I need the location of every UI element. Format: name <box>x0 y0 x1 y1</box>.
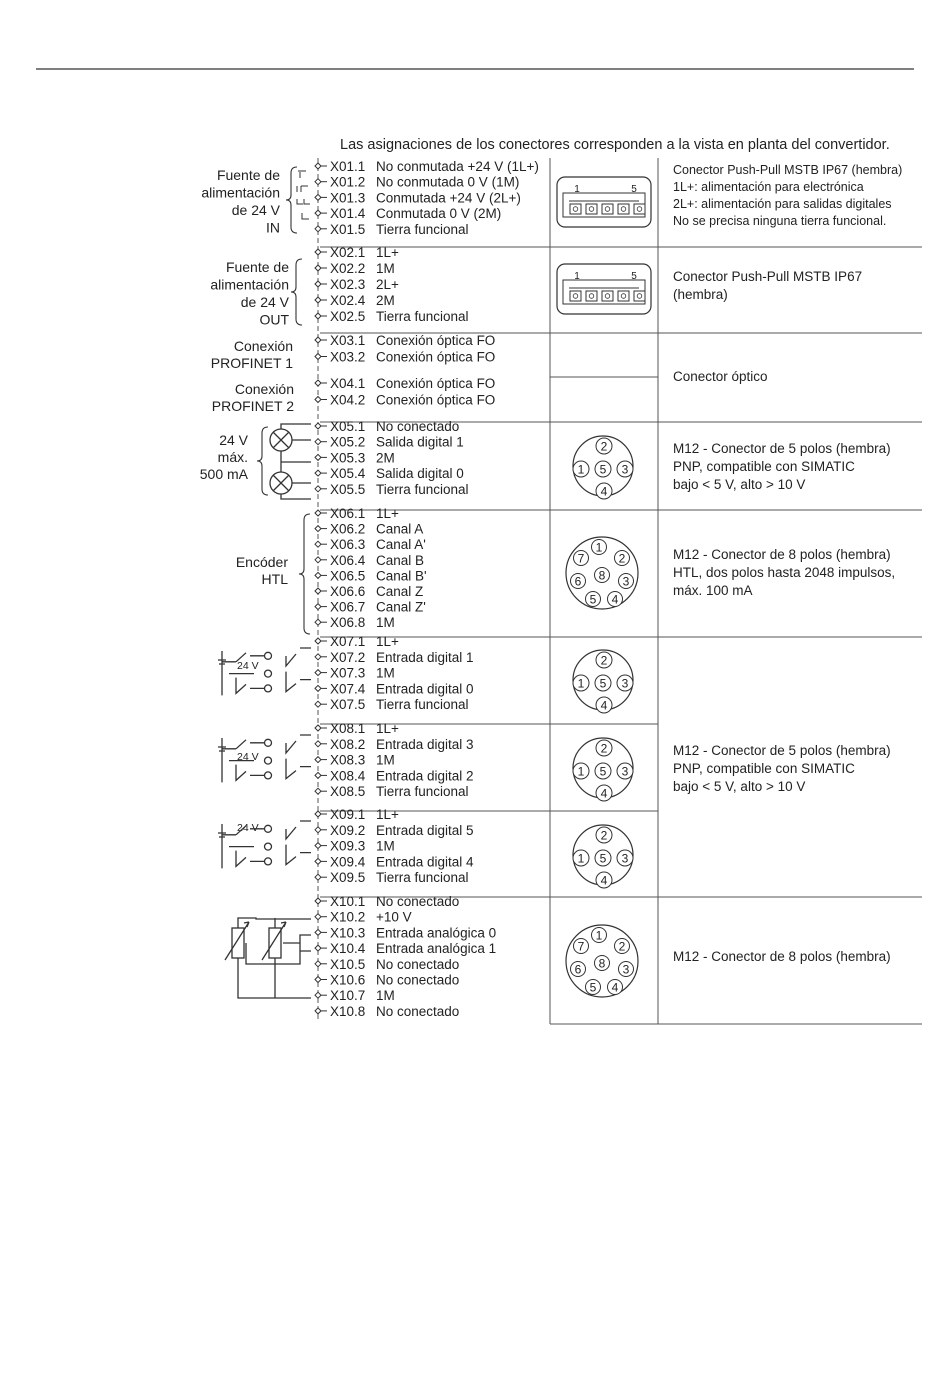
pin-terminal-icon <box>315 588 321 594</box>
connector-descriptions <box>673 163 902 964</box>
pin-terminal-icon <box>315 572 321 578</box>
pin-label: Canal B' <box>376 568 427 584</box>
pin-label: Conexión óptica FO <box>376 376 496 391</box>
supply-in-brace <box>286 167 297 233</box>
pin-id: X10.8 <box>330 1003 366 1019</box>
pin-id: X09.1 <box>330 807 366 822</box>
switch-contact <box>265 685 272 692</box>
switch-contact <box>265 670 272 677</box>
pin-id: X08.1 <box>330 721 366 736</box>
pin-terminal-icon <box>315 557 321 563</box>
pin-label: +10 V <box>376 909 412 925</box>
mstb-contact <box>586 204 597 214</box>
pin-terminal-icon <box>315 226 321 232</box>
pin-label: Entrada digital 4 <box>376 854 474 870</box>
external-circuits <box>218 424 311 998</box>
m12-pin-number: 1 <box>595 540 603 555</box>
switch-symbol <box>236 765 266 781</box>
pin-terminal-icon <box>315 858 321 864</box>
m12-pin-number: 4 <box>600 786 608 801</box>
connector-description: 2L+: alimentación para salidas digitales <box>673 197 892 211</box>
pin-id: X03.2 <box>330 349 366 365</box>
pin-id: X01.3 <box>330 190 366 206</box>
contact-wiring <box>286 648 311 692</box>
battery-symbol <box>218 824 226 868</box>
pin-id: X05.2 <box>330 434 366 450</box>
pin-id: X01.4 <box>330 206 366 222</box>
connector-description: máx. 100 mA <box>673 583 753 598</box>
pin-terminal-icon <box>315 486 321 492</box>
m12-pin-number: 5 <box>599 851 607 866</box>
group-label: 24 V <box>219 432 248 448</box>
switch-symbol <box>236 851 266 867</box>
pin-id: X06.8 <box>330 615 366 631</box>
pin-terminal-icon <box>315 619 321 625</box>
pin-terminal-icon <box>315 541 321 547</box>
switch-contact <box>265 858 272 865</box>
pin-id: X06.4 <box>330 552 366 568</box>
lamp-cross <box>274 476 289 491</box>
m12-pin-number: 2 <box>600 741 608 756</box>
pin-label: Tierra funcional <box>376 309 469 324</box>
group-label: máx. <box>217 449 248 465</box>
m12-pin-number: 1 <box>577 764 585 779</box>
group-label: de 24 V <box>240 294 289 310</box>
connector-description: bajo < 5 V, alto > 10 V <box>673 779 806 794</box>
pin-terminal-icon <box>315 281 321 287</box>
pin-terminal-icon <box>315 945 321 951</box>
pin-terminal-icon <box>315 914 321 920</box>
pin-label: 1L+ <box>376 506 399 521</box>
switch-contact <box>265 757 272 764</box>
m12-pin-number: 7 <box>577 551 585 566</box>
group-label: IN <box>266 219 280 236</box>
pin-id: X09.4 <box>330 854 366 870</box>
pin-terminal-icon <box>315 772 321 778</box>
connector-description: bajo < 5 V, alto > 10 V <box>673 477 806 492</box>
group-label: PROFINET 2 <box>211 398 294 414</box>
connector-description: M12 - Conector de 5 polos (hembra) <box>673 743 891 758</box>
pin-label: Entrada digital 3 <box>376 736 474 752</box>
pin-label: 1M <box>376 665 395 681</box>
pin-id: X09.3 <box>330 838 366 854</box>
connector-description: M12 - Conector de 5 polos (hembra) <box>673 441 891 456</box>
pin-terminal-icon <box>315 685 321 691</box>
pin-label: 1M <box>376 988 395 1004</box>
pin-label: Entrada digital 2 <box>376 768 474 784</box>
mstb-contact <box>602 291 613 301</box>
pin-terminal-icon <box>315 249 321 255</box>
pin-id: X07.2 <box>330 649 366 665</box>
pin-terminal-icon <box>315 313 321 319</box>
pin-id: X01.2 <box>330 174 366 190</box>
pin-label: Salida digital 0 <box>376 466 464 482</box>
m12-pin-number: 1 <box>577 676 585 691</box>
connector-description: No se precisa ninguna tierra funcional. <box>673 214 887 228</box>
m12-pin-number: 4 <box>611 592 619 607</box>
pin-id: X03.1 <box>330 333 366 348</box>
pin-id: X10.6 <box>330 972 366 988</box>
m12-pin-number: 3 <box>621 676 629 691</box>
group-labels <box>200 167 310 834</box>
m12-pin-number: 6 <box>574 574 582 589</box>
pin-terminal-icon <box>315 929 321 935</box>
pin-terminal-icon <box>315 874 321 880</box>
connector-description: M12 - Conector de 8 polos (hembra) <box>673 949 891 964</box>
pin-terminal-icon <box>315 961 321 967</box>
pin-terminal-icon <box>315 210 321 216</box>
m12-pin-number: 3 <box>622 962 630 977</box>
group-label: Conexión <box>234 381 294 397</box>
supply-voltage-label: 24 V <box>237 751 259 763</box>
pin-terminal-icon <box>315 194 321 200</box>
group-label: OUT <box>259 311 289 328</box>
supply-out-brace <box>291 259 302 325</box>
m12-pin-number: 2 <box>618 551 626 566</box>
m12-pin-number: 6 <box>574 962 582 977</box>
pin-id: X09.5 <box>330 870 366 886</box>
pin-label: Canal A <box>376 521 424 537</box>
connector-description: Conector Push-Pull MSTB IP67 <box>673 269 863 284</box>
m12-pin-number: 7 <box>577 939 585 954</box>
pin-id: X05.5 <box>330 481 366 497</box>
pin-label: Entrada digital 1 <box>376 649 474 665</box>
output-brace <box>257 427 268 495</box>
pin-terminal-icon <box>315 470 321 476</box>
m12-pin-number: 5 <box>599 462 607 477</box>
encoder-brace <box>299 514 310 634</box>
connector-description: PNP, compatible con SIMATIC <box>673 761 855 776</box>
pin-label: Tierra funcional <box>376 221 469 237</box>
m12-pin-number: 1 <box>595 928 603 943</box>
pin-id: X06.2 <box>330 521 366 537</box>
pin-id: X07.1 <box>330 634 366 649</box>
m12-pin-number: 5 <box>589 980 597 995</box>
pin-label: Salida digital 1 <box>376 434 464 450</box>
pin-terminal-icon <box>315 654 321 660</box>
mstb-connector-body <box>557 264 651 314</box>
connector-description: HTL, dos polos hasta 2048 impulsos, <box>673 565 896 580</box>
pin-label: No conectado <box>376 956 460 972</box>
pin-label: Tierra funcional <box>376 481 469 497</box>
pin-label: No conmutada +24 V (1L+) <box>376 159 539 174</box>
pin-id: X04.2 <box>330 392 366 408</box>
pin-terminal-icon <box>315 423 321 429</box>
pin-id: X10.3 <box>330 925 366 941</box>
pin-terminal-icon <box>315 977 321 983</box>
mstb-contact <box>586 291 597 301</box>
battery-symbol <box>218 738 226 782</box>
pin-terminal-icon <box>315 638 321 644</box>
m12-pin-number: 5 <box>599 764 607 779</box>
pin-label: Entrada digital 5 <box>376 822 474 838</box>
pin-terminal-icon <box>315 701 321 707</box>
pin-label: 1L+ <box>376 245 399 260</box>
group-label: Fuente de <box>216 167 280 183</box>
m12-pin-number: 3 <box>621 462 629 477</box>
pin-id: X04.1 <box>330 376 366 391</box>
group-label: Fuente de <box>225 259 289 275</box>
pin-label: No conectado <box>376 419 460 434</box>
pin-terminal-icon <box>315 297 321 303</box>
pin-label: 1L+ <box>376 721 399 736</box>
pin-label: Conmutada 0 V (2M) <box>376 206 502 222</box>
pin-id: X07.3 <box>330 665 366 681</box>
switch-contact <box>265 772 272 779</box>
pin-label: Canal B <box>376 552 425 568</box>
pin-id: X01.1 <box>330 159 366 174</box>
connector-description: (hembra) <box>673 287 728 302</box>
pin-terminal-icon <box>315 397 321 403</box>
group-label: HTL <box>261 571 288 587</box>
switch-contact <box>265 652 272 659</box>
pin-id: X02.2 <box>330 261 366 276</box>
mstb-contact <box>602 204 613 214</box>
pin-id: X10.4 <box>330 941 366 957</box>
switch-symbol <box>222 740 266 749</box>
pin-label: Canal A' <box>376 537 426 553</box>
m12-pin-number: 2 <box>600 653 608 668</box>
pin-label: 1M <box>376 752 395 768</box>
mstb-contact <box>618 204 629 214</box>
pin-id: X10.1 <box>330 894 366 909</box>
pin-terminal-icon <box>315 354 321 360</box>
pin-label: 1M <box>376 838 395 854</box>
group-label: Encóder <box>235 554 288 570</box>
switch-symbol <box>236 678 266 694</box>
pin-id: X08.4 <box>330 768 366 784</box>
pin-terminal-icon <box>315 526 321 532</box>
mstb-pin-number: 5 <box>631 271 637 282</box>
pin-terminal-icon <box>315 757 321 763</box>
pin-id: X08.3 <box>330 752 366 768</box>
pin-id: X05.1 <box>330 419 366 434</box>
pin-label: Tierra funcional <box>376 784 469 800</box>
pin-id: X10.5 <box>330 956 366 972</box>
pin-terminal-icon <box>315 439 321 445</box>
m12-pin-number: 3 <box>621 851 629 866</box>
connector-description: Conector Push-Pull MSTB IP67 (hembra) <box>673 163 903 177</box>
pin-terminal-icon <box>315 510 321 516</box>
connector-description: 1L+: alimentación para electrónica <box>673 180 864 194</box>
pin-label: Conexión óptica FO <box>376 333 496 348</box>
mstb-contact <box>570 291 581 301</box>
pin-label: 1M <box>376 261 395 276</box>
pin-label: Entrada digital 0 <box>376 681 474 697</box>
switch-contact <box>265 739 272 746</box>
group-label: Conexión <box>233 338 293 354</box>
pin-id: X02.5 <box>330 309 366 324</box>
supply-voltage-label: 24 V <box>237 660 259 672</box>
m12-pin-number: 3 <box>621 764 629 779</box>
m12-pin-number: 8 <box>598 956 606 971</box>
pin-terminal-icon <box>315 454 321 460</box>
pin-id: X08.5 <box>330 784 366 800</box>
pin-label: Conmutada +24 V (2L+) <box>376 190 521 206</box>
switched-supply-markers <box>297 171 310 219</box>
pin-label: 1L+ <box>376 634 399 649</box>
group-label: alimentación <box>201 184 280 201</box>
pin-terminal-icon <box>315 992 321 998</box>
group-label: de 24 V <box>231 202 280 218</box>
mstb-pin-number: 1 <box>574 184 580 195</box>
pin-id: X10.7 <box>330 988 366 1004</box>
pin-list <box>315 159 539 1019</box>
m12-pin-number: 1 <box>577 462 585 477</box>
header-note: Las asignaciones de los conectores corresponden a la vista en planta del convertidor. <box>340 137 890 153</box>
pin-terminal-icon <box>315 265 321 271</box>
battery-symbol <box>218 651 226 695</box>
pin-id: X07.5 <box>330 697 366 713</box>
m12-pin-number: 4 <box>600 873 608 888</box>
pin-label: No conmutada 0 V (1M) <box>376 174 520 190</box>
pin-terminal-icon <box>315 898 321 904</box>
pin-label: 2M <box>376 450 395 466</box>
pin-terminal-icon <box>315 741 321 747</box>
contact-wiring <box>286 821 311 865</box>
pin-terminal-icon <box>315 380 321 386</box>
pin-terminal-icon <box>315 163 321 169</box>
lamp-cross <box>274 433 289 448</box>
pin-id: X02.1 <box>330 245 366 260</box>
pin-label: No conectado <box>376 1003 460 1019</box>
pin-terminal-icon <box>315 337 321 343</box>
mstb-contact <box>570 204 581 214</box>
m12-pin-number: 8 <box>598 568 606 583</box>
m12-pin-number: 5 <box>599 676 607 691</box>
m12-pin-number: 5 <box>589 592 597 607</box>
mstb-connector-body <box>557 177 651 227</box>
pin-label: Tierra funcional <box>376 870 469 886</box>
m12-pin-number: 3 <box>622 574 630 589</box>
pin-label: 1L+ <box>376 807 399 822</box>
pin-terminal-icon <box>315 179 321 185</box>
pin-id: X02.3 <box>330 277 366 292</box>
m12-pin-number: 1 <box>577 851 585 866</box>
pin-terminal-icon <box>315 725 321 731</box>
pin-id: X07.4 <box>330 681 366 697</box>
mstb-contact <box>618 291 629 301</box>
pin-id: X08.2 <box>330 736 366 752</box>
connector-description: PNP, compatible con SIMATIC <box>673 459 855 474</box>
pin-id: X06.5 <box>330 568 366 584</box>
group-label: PROFINET 1 <box>210 355 293 371</box>
pin-id: X10.2 <box>330 909 366 925</box>
switch-contact <box>265 825 272 832</box>
pin-label: Entrada analógica 0 <box>376 925 497 941</box>
pin-terminal-icon <box>315 843 321 849</box>
pin-label: Canal Z' <box>376 599 426 615</box>
pin-id: X02.4 <box>330 293 366 308</box>
pin-id: X06.1 <box>330 506 366 521</box>
supply-voltage-label: 24 V <box>237 822 259 834</box>
m12-pin-number: 2 <box>600 828 608 843</box>
connector-description: Conector óptico <box>673 369 768 384</box>
pin-terminal-icon <box>315 811 321 817</box>
m12-pin-number: 2 <box>600 439 608 454</box>
m12-pin-number: 4 <box>611 980 619 995</box>
pin-label: 2M <box>376 293 395 308</box>
pin-label: 2L+ <box>376 277 399 292</box>
pin-terminal-icon <box>315 1008 321 1014</box>
pin-label: Tierra funcional <box>376 697 469 713</box>
pin-terminal-icon <box>315 604 321 610</box>
pin-label: Conexión óptica FO <box>376 392 496 408</box>
switch-contact <box>265 843 272 850</box>
pin-terminal-icon <box>315 788 321 794</box>
pin-label: Canal Z <box>376 584 424 599</box>
pin-id: X09.2 <box>330 822 366 838</box>
pin-id: X06.6 <box>330 584 366 599</box>
pin-id: X06.3 <box>330 537 366 553</box>
pin-terminal-icon <box>315 670 321 676</box>
pin-label: Entrada analógica 1 <box>376 941 497 957</box>
pin-id: X05.3 <box>330 450 366 466</box>
pin-id: X06.7 <box>330 599 366 615</box>
m12-pin-number: 4 <box>600 698 608 713</box>
connector-images <box>557 177 651 997</box>
m12-pin-number: 2 <box>618 939 626 954</box>
connector-description: M12 - Conector de 8 polos (hembra) <box>673 547 891 562</box>
mstb-contact <box>634 204 645 214</box>
contact-wiring <box>286 735 311 779</box>
pin-terminal-icon <box>315 827 321 833</box>
m12-pin-number: 4 <box>600 484 608 499</box>
pin-label: No conectado <box>376 972 460 988</box>
pin-label: Conexión óptica FO <box>376 349 496 365</box>
mstb-pin-number: 5 <box>631 184 637 195</box>
mstb-pin-number: 1 <box>574 271 580 282</box>
pin-label: No conectado <box>376 894 460 909</box>
group-label: 500 mA <box>199 466 248 482</box>
pin-id: X01.5 <box>330 221 366 237</box>
pin-id: X05.4 <box>330 466 366 482</box>
group-label: alimentación <box>210 276 289 293</box>
mstb-contact <box>634 291 645 301</box>
pin-label: 1M <box>376 615 395 631</box>
